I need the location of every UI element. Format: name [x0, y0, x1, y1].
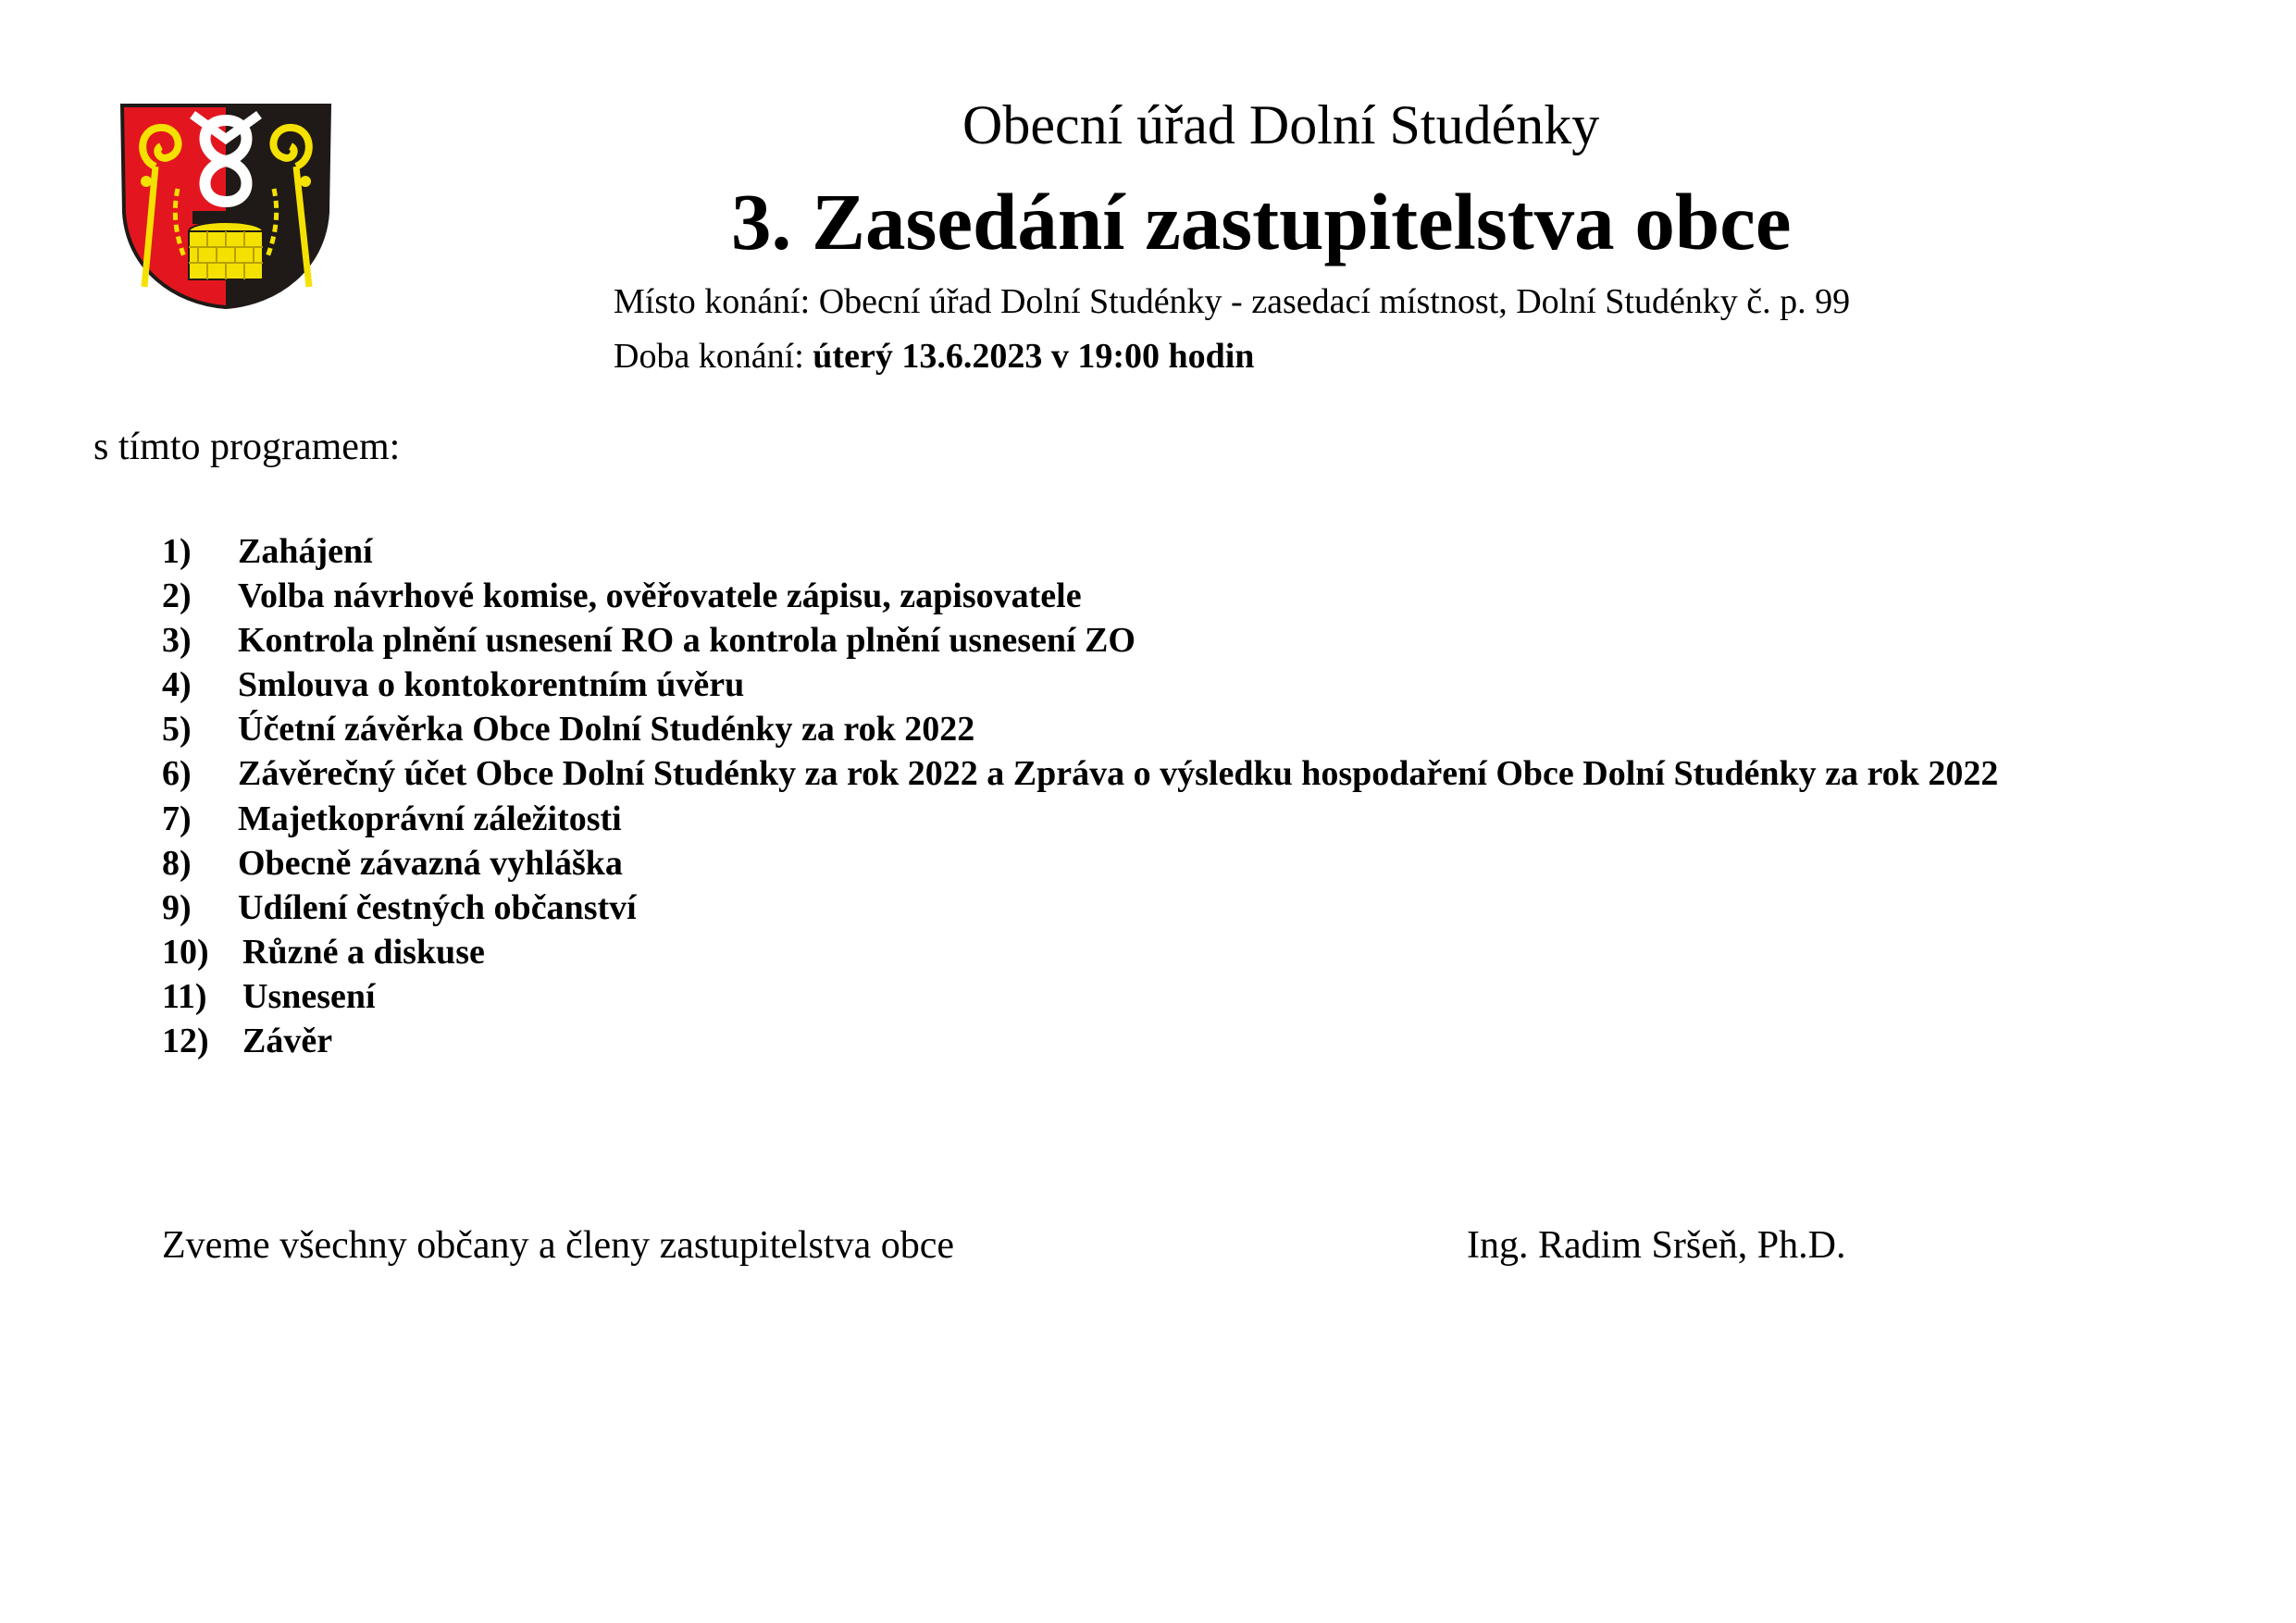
- agenda-item-text: Majetkoprávní záležitosti: [238, 799, 622, 838]
- agenda-item: [162, 529, 1998, 574]
- agenda-item-text: Obecně závazná vyhláška: [238, 843, 623, 883]
- meeting-time: [614, 335, 1254, 378]
- meeting-time-label: Doba konání:: [614, 337, 804, 376]
- meeting-place: [614, 280, 1850, 323]
- agenda-item-text: Kontrola plnění usnesení RO a kontrola plnění usnesení ZO: [238, 621, 1136, 661]
- agenda-item-number: 4): [162, 665, 192, 705]
- agenda-item-number: 12): [162, 1022, 209, 1061]
- agenda-item: [162, 974, 1998, 1019]
- page-title: 3. Zasedání zastupitelstva obce: [731, 177, 1792, 266]
- agenda-item-text: Účetní závěrka Obce Dolní Studénky za rok 2022: [238, 710, 975, 750]
- agenda-item-number: 8): [162, 843, 192, 883]
- signatory-name: Ing. Radim Sršeň, Ph.D.: [1467, 1224, 1846, 1267]
- agenda-item: [162, 618, 1998, 663]
- agenda-item: [162, 707, 1998, 751]
- agenda-item-text: Udílení čestných občanství: [238, 887, 637, 927]
- agenda-list: [162, 529, 1998, 1063]
- agenda-item: [162, 930, 1998, 974]
- agenda-item: [162, 574, 1998, 618]
- agenda-item-text: Závěr: [242, 1022, 333, 1061]
- agenda-item: [162, 886, 1998, 930]
- agenda-item-text: Různé a diskuse: [242, 932, 485, 972]
- agenda-item-text: Usnesení: [242, 976, 376, 1016]
- municipal-coat-of-arms-icon: [118, 102, 333, 311]
- agenda-item-number: 10): [162, 932, 209, 972]
- agenda-item-number: 3): [162, 621, 192, 661]
- agenda-item-text: Volba návrhové komise, ověřovatele zápisu, zapisovatele: [238, 576, 1082, 616]
- office-heading: Obecní úřad Dolní Studénky: [962, 94, 1600, 155]
- agenda-item-text: Závěrečný účet Obce Dolní Studénky za rok 2022 a Zpráva o výsledku hospodaření Obce Dolní Studénky za rok 2022: [238, 754, 1999, 794]
- agenda-item: [162, 1019, 1998, 1063]
- meeting-place-label: Místo konání:: [614, 282, 811, 321]
- meeting-place-value: Obecní úřad Dolní Studénky - zasedací místnost, Dolní Studénky č. p. 99: [818, 282, 1851, 321]
- agenda-item: [162, 841, 1998, 886]
- meeting-time-value: úterý 13.6.2023 v 19:00 hodin: [813, 337, 1255, 376]
- agenda-item: [162, 751, 1998, 796]
- invitation-text: Zveme všechny občany a členy zastupitelstva obce: [162, 1224, 954, 1267]
- agenda-item-number: 2): [162, 576, 192, 616]
- agenda-item-number: 9): [162, 887, 192, 927]
- agenda-item-number: 5): [162, 710, 192, 750]
- agenda-item-text: Smlouva o kontokorentním úvěru: [238, 665, 745, 705]
- agenda-item-number: 1): [162, 532, 192, 571]
- agenda-item-number: 7): [162, 799, 192, 838]
- program-intro: s tímto programem:: [93, 426, 401, 468]
- agenda-item: [162, 663, 1998, 707]
- agenda-item-number: 11): [162, 976, 207, 1016]
- agenda-item-text: Zahájení: [238, 532, 373, 571]
- agenda-item: [162, 797, 1998, 841]
- agenda-item-number: 6): [162, 754, 192, 794]
